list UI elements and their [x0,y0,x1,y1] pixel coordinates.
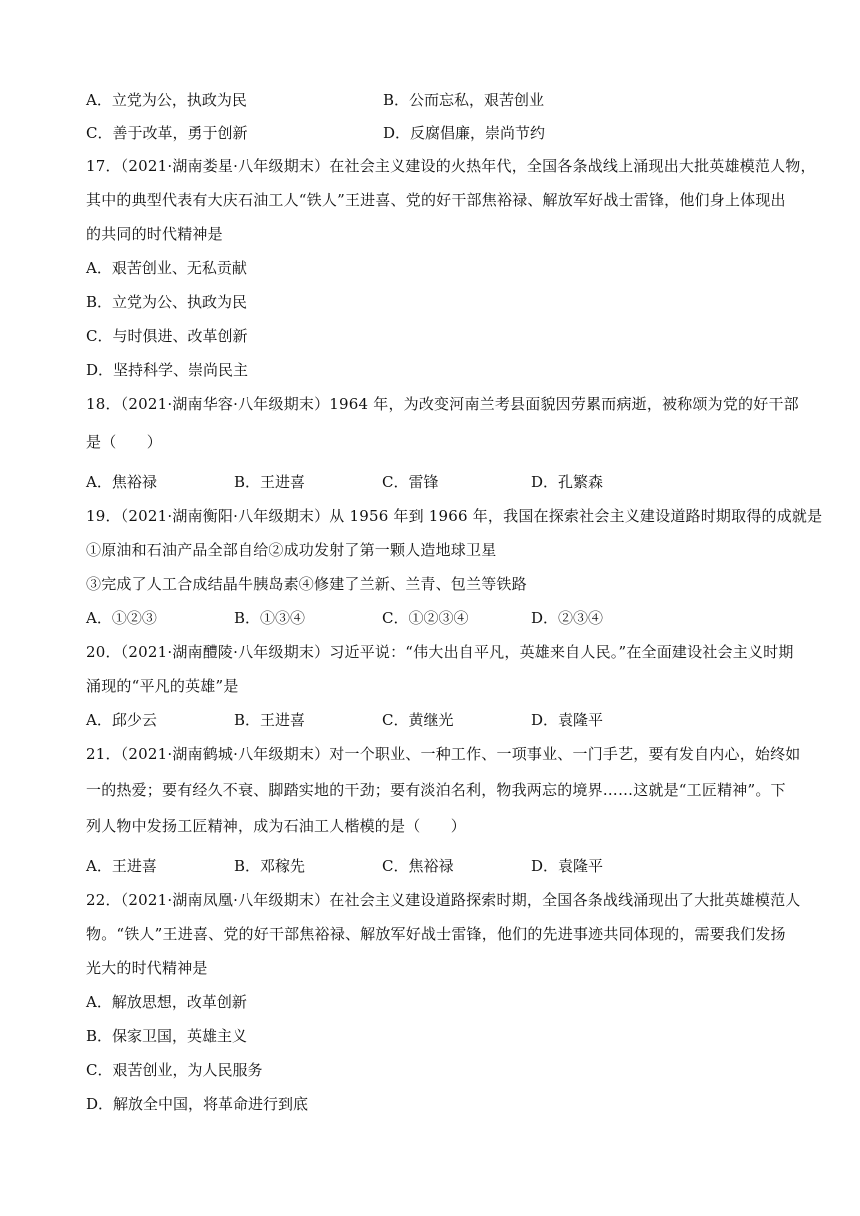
q18-option-b: B．王进喜 [234,473,306,491]
q19-stem-line-1: 19．（2021·湖南衡阳·八年级期末）从 1956 年到 1966 年，我国在探索社会主义建设道路时期取得的成就是 [86,507,823,525]
q16-option-d: D．反腐倡廉，崇尚节约 [383,124,546,142]
q18-option-a: A．焦裕禄 [86,473,157,491]
q22-option-a: A．解放思想，改革创新 [86,993,247,1011]
q16-options-row-1 [86,90,786,110]
q16-option-b: B．公而忘私，艰苦创业 [383,91,545,109]
q20-option-a: A．邱少云 [86,711,157,729]
q18-option-c: C．雷锋 [382,473,439,491]
q16-option-c: C．善于改革，勇于创新 [86,124,248,142]
q22-stem-line-3: 光大的时代精神是 [86,959,208,977]
q18-options-row [86,472,786,492]
q20-options-row [86,710,786,730]
q21-option-c: C．焦裕禄 [382,857,454,875]
q18-stem-line-2: 是（ ） [86,433,163,451]
q19-option-b: B．①③④ [234,609,306,627]
q22-option-c: C．艰苦创业，为人民服务 [86,1061,263,1079]
q20-stem-line-1: 20．（2021·湖南醴陵·八年级期末）习近平说：“伟大出自平凡，英雄来自人民。”在全面建设社会主义时期 [86,643,794,661]
q22-option-b: B．保家卫国，英雄主义 [86,1027,248,1045]
q21-option-b: B．邓稼先 [234,857,306,875]
q16-option-a: A．立党为公，执政为民 [86,91,247,109]
q16-options-row-2 [86,123,786,143]
q21-options-row [86,856,786,876]
q21-option-d: D．袁隆平 [531,857,604,875]
q20-option-c: C．黄继光 [382,711,454,729]
q21-stem-line-1: 21．（2021·湖南鹤城·八年级期末）对一个职业、一种工作、一项事业、一门手艺，要有发自内心，始终如 [86,745,801,763]
q18-stem-line-1: 18．（2021·湖南华容·八年级期末）1964 年，为改变河南兰考县面貌因劳累而病逝，被称颂为党的好干部 [86,395,799,413]
q19-option-c: C．①②③④ [382,609,469,627]
q18-option-d: D．孔繁森 [531,473,604,491]
q17-option-d: D．坚持科学、崇尚民主 [86,361,249,379]
q22-stem-line-2: 物。“铁人”王进喜、党的好干部焦裕禄、解放军好战士雷锋，他们的先进事迹共同体现的，需要我们发扬 [86,925,786,943]
q20-option-d: D．袁隆平 [531,711,604,729]
q17-stem-line-2: 其中的典型代表有大庆石油工人“铁人”王进喜、党的好干部焦裕禄、解放军好战士雷锋，他们身上体现出 [86,191,786,209]
q17-option-b: B．立党为公、执政为民 [86,293,248,311]
q19-options-row [86,608,786,628]
q22-option-d: D．解放全中国，将革命进行到底 [86,1095,309,1113]
q20-option-b: B．王进喜 [234,711,306,729]
q17-stem-line-3: 的共同的时代精神是 [86,225,223,243]
q17-option-a: A．艰苦创业、无私贡献 [86,259,247,277]
q19-stem-line-3: ③完成了人工合成结晶牛胰岛素④修建了兰新、兰青、包兰等铁路 [86,575,527,593]
q21-stem-line-2: 一的热爱；要有经久不衰、脚踏实地的干劲；要有淡泊名利，物我两忘的境界……这就是“工匠精神”。下 [86,781,786,799]
q21-stem-line-3: 列人物中发扬工匠精神，成为石油工人楷模的是（ ） [86,817,467,835]
q17-stem-line-1: 17．（2021·湖南娄星·八年级期末）在社会主义建设的火热年代，全国各条战线上涌现出大批英雄模范人物， [86,157,816,175]
q19-option-d: D．②③④ [531,609,604,627]
q22-stem-line-1: 22．（2021·湖南凤凰·八年级期末）在社会主义建设道路探索时期，全国各条战线涌现出了大批英雄模范人 [86,891,801,909]
q19-stem-line-2: ①原油和石油产品全部自给②成功发射了第一颗人造地球卫星 [86,541,497,559]
q19-option-a: A．①②③ [86,609,157,627]
q21-option-a: A．王进喜 [86,857,157,875]
q17-option-c: C．与时俱进、改革创新 [86,327,248,345]
q20-stem-line-2: 涌现的“平凡的英雄”是 [86,677,239,695]
